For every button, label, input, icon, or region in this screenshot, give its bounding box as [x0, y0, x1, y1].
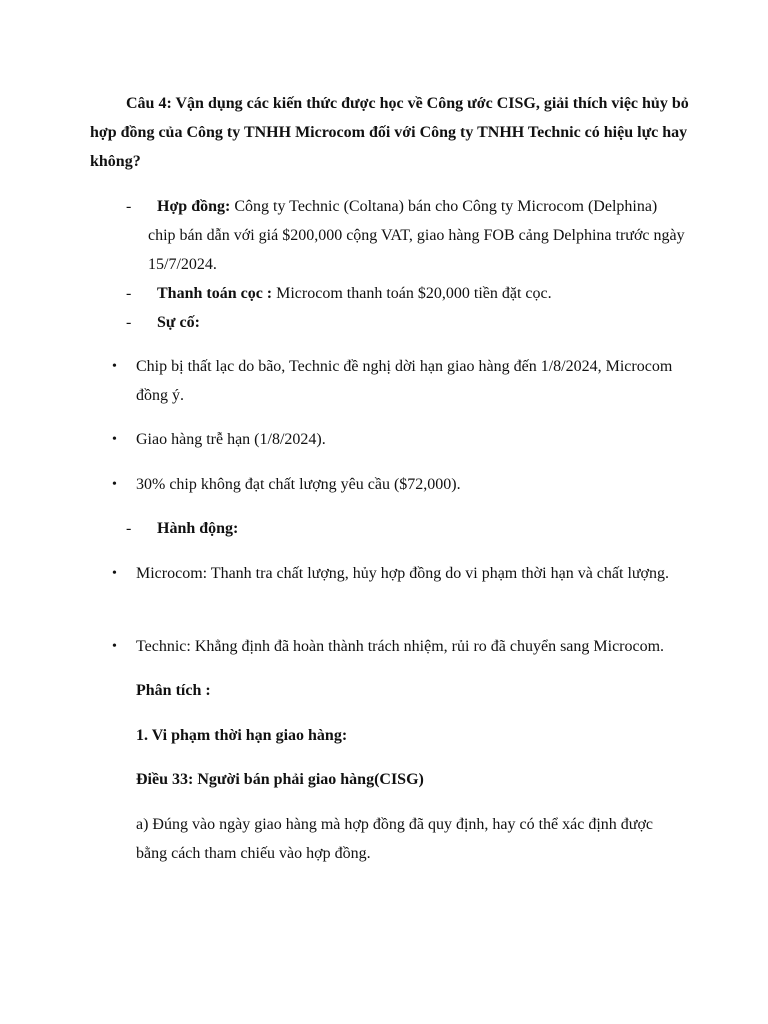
bullet-marker: • — [112, 566, 117, 581]
list-item — [112, 632, 682, 661]
contract-item — [126, 192, 686, 279]
list-item — [112, 425, 682, 454]
action-text-2: Technic: Khẳng định đã hoàn thành trách nhiệm, rủi ro đã chuyển sang Microcom. — [136, 638, 665, 655]
list-item — [112, 559, 682, 588]
contract-text — [126, 192, 686, 279]
incident-text-3: 30% chip không đạt chất lượng yêu cầu ($72,000). — [136, 476, 461, 493]
deposit-item — [126, 279, 686, 308]
list-item — [112, 470, 682, 499]
article-heading: Điều 33: Người bán phải giao hàng(CISG) — [136, 771, 424, 788]
point-a-text: a) Đúng vào ngày giao hàng mà hợp đồng đã quy định, hay có thể xác định được bằng cách tham chiếu vào hợp đồng. — [136, 816, 654, 862]
section-heading: 1. Vi phạm thời hạn giao hàng: — [136, 727, 348, 744]
action-label: Hành động: — [157, 520, 239, 537]
dash-marker: - — [126, 520, 132, 537]
deposit-label: Thanh toán cọc : — [157, 285, 273, 302]
incident-item — [126, 308, 686, 337]
deposit-body: Microcom thanh toán $20,000 tiền đặt cọc. — [272, 285, 552, 302]
bullet-marker: • — [112, 432, 117, 447]
list-item — [112, 352, 682, 410]
action-text-1: Microcom: Thanh tra chất lượng, hủy hợp đồng do vi phạm thời hạn và chất lượng. — [136, 565, 670, 582]
bullet-marker: • — [112, 639, 117, 654]
incident-label: Sự cố: — [157, 314, 200, 331]
dash-marker: - — [126, 285, 132, 302]
contract-body: Công ty Technic (Coltana) bán cho Công ty Microcom (Delphina) chip bán dẫn với giá $200,000 cộng VAT, giao hàng FOB cảng Delphina trước ngày 15/7/2024. — [148, 198, 685, 273]
deposit-text — [126, 279, 686, 308]
bullet-marker: • — [112, 359, 117, 374]
question-heading: Câu 4: Vận dụng các kiến thức được học về Công ước CISG, giải thích việc hủy bỏ hợp đồng của Công ty TNHH Microcom đối với Công ty TNHH Technic có hiệu lực hay không? — [90, 95, 689, 170]
dash-marker: - — [126, 314, 132, 331]
action-item — [126, 514, 686, 543]
contract-label: Hợp đồng: — [157, 198, 231, 215]
incident-text-2: Giao hàng trễ hạn (1/8/2024). — [136, 431, 326, 448]
bullet-marker: • — [112, 477, 117, 492]
incident-text-1: Chip bị thất lạc do bão, Technic đề nghị dời hạn giao hàng đến 1/8/2024, Microcom đồng ý. — [136, 358, 673, 404]
analysis-heading: Phân tích : — [136, 682, 211, 699]
dash-marker: - — [126, 198, 132, 215]
